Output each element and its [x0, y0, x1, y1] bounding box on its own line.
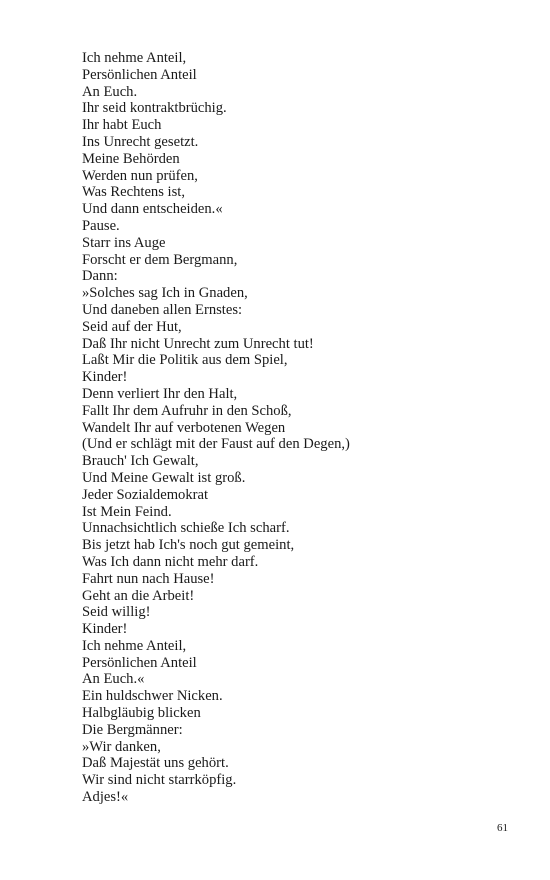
- poem-line: Kinder!: [82, 621, 128, 638]
- poem-line: Starr ins Auge: [82, 234, 166, 251]
- poem-line: Denn verliert Ihr den Halt,: [82, 385, 238, 402]
- poem-line: Jeder Sozialdemokrat: [82, 486, 209, 503]
- poem-line: Was Rechtens ist,: [82, 184, 185, 201]
- poem-line: Werden nun prüfen,: [82, 167, 198, 184]
- poem-line: Halbgläubig blicken: [82, 705, 201, 722]
- poem-line: Bis jetzt hab Ich's noch gut gemeint,: [82, 537, 295, 554]
- poem-line: Was Ich dann nicht mehr darf.: [82, 553, 259, 570]
- poem-line: Und dann entscheiden.«: [82, 201, 223, 218]
- page-number: 61: [497, 822, 508, 834]
- poem-line: Fallt Ihr dem Aufruhr in den Schoß,: [82, 402, 292, 419]
- poem-line: Ins Unrecht gesetzt.: [82, 133, 199, 150]
- poem-line: Forscht er dem Bergmann,: [82, 251, 238, 268]
- poem-line: Ein huldschwer Nicken.: [82, 688, 223, 705]
- poem-line: Ist Mein Feind.: [82, 503, 172, 520]
- poem-line: Ihr seid kontraktbrüchig.: [82, 100, 227, 117]
- poem-line: Ich nehme Anteil,: [82, 50, 187, 66]
- poem-line: »Solches sag Ich in Gnaden,: [82, 285, 248, 302]
- poem-line: Daß Ihr nicht Unrecht zum Unrecht tut!: [82, 335, 314, 352]
- poem-line: Wandelt Ihr auf verbotenen Wegen: [82, 419, 286, 436]
- poem-line: An Euch.: [82, 83, 138, 100]
- poem-line: Kinder!: [82, 369, 128, 386]
- poem-line: »Wir danken,: [82, 738, 161, 755]
- poem-line: Ihr habt Euch: [82, 117, 162, 134]
- poem-line: (Und er schlägt mit der Faust auf den Degen,): [82, 436, 350, 453]
- poem-text: [82, 50, 502, 806]
- poem-line: Brauch' Ich Gewalt,: [82, 453, 199, 470]
- poem-line: An Euch.«: [82, 671, 145, 688]
- poem-line: Die Bergmänner:: [82, 721, 183, 738]
- poem-line: Adjes!«: [82, 789, 129, 806]
- poem-line: Und Meine Gewalt ist groß.: [82, 469, 246, 486]
- poem-line: Persönlichen Anteil: [82, 654, 197, 671]
- poem-line: Meine Behörden: [82, 150, 180, 167]
- poem-line: Persönlichen Anteil: [82, 66, 197, 83]
- poem-line: Geht an die Arbeit!: [82, 587, 195, 604]
- poem-line: Seid willig!: [82, 604, 151, 621]
- poem-line: Fahrt nun nach Hause!: [82, 570, 215, 587]
- poem-line: Und daneben allen Ernstes:: [82, 301, 243, 318]
- poem-line: Daß Majestät uns gehört.: [82, 755, 229, 772]
- poem-line: Ich nehme Anteil,: [82, 637, 187, 654]
- poem-line: Dann:: [82, 268, 118, 285]
- poem-line: Wir sind nicht starrköpfig.: [82, 772, 237, 789]
- poem-line: Laßt Mir die Politik aus dem Spiel,: [82, 352, 288, 369]
- poem-line: Pause.: [82, 217, 120, 234]
- poem-line: Unnachsichtlich schieße Ich scharf.: [82, 520, 290, 537]
- poem-line: Seid auf der Hut,: [82, 318, 182, 335]
